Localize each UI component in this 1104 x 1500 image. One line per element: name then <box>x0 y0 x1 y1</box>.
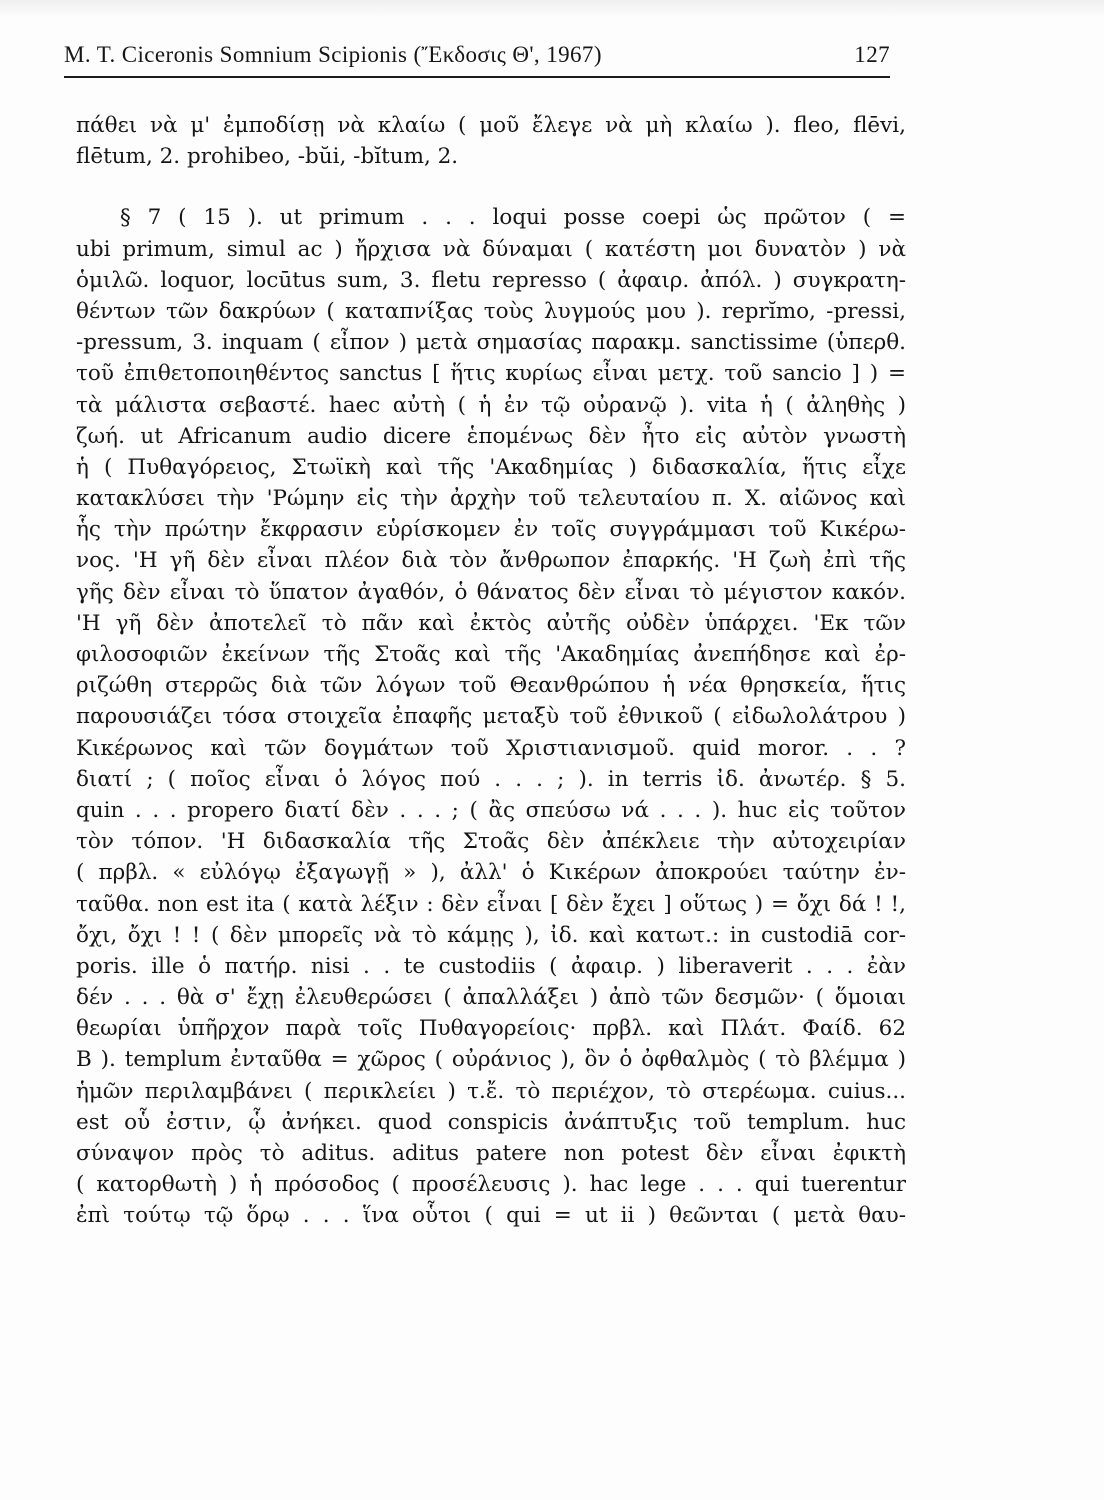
text-line: σύναψον πρὸς τὸ aditus. aditus patere non potest δὲν εἶναι ἐφικτὴ <box>76 1141 906 1166</box>
text-line: -pressum, 3. inquam ( εἶπον ) μετὰ σημασίας παρακμ. sanctissime (ὑπερθ. <box>76 330 906 356</box>
text-line: θεωρίαι ὑπῆρχον παρὰ τοῖς Πυθαγορείοις· πρβλ. καὶ Πλάτ. Φαίδ. 62 <box>76 1016 906 1042</box>
page-number: 127 <box>854 42 890 67</box>
text-line: ἐπὶ τούτῳ τῷ ὅρῳ . . . ἵνα οὗτοι ( qui = ut ii ) θεῶνται ( μετὰ θαυ- <box>76 1203 906 1229</box>
text-line: Β ). templum ἐνταῦθα = χῶρος ( οὐράνιος ), ὃν ὁ ὀφθαλμὸς ( τὸ βλέμμα ) <box>76 1047 906 1073</box>
text-line: ριζώθη στερρῶς διὰ τῶν λόγων τοῦ Θεανθρώπου ἡ νέα θρησκεία, ἥτις <box>76 673 906 699</box>
text-line: θέντων τῶν δακρύων ( καταπνίξας τοὺς λυγμούς μου ). reprĭmo, -pressi, <box>76 298 906 324</box>
text-line: διατί ; ( ποῖος εἶναι ὁ λόγος πού . . . ; ). in terris ἰδ. ἀνωτέρ. § 5. <box>76 766 906 792</box>
text-line: ubi primum, simul ac ) ἤρχισα νὰ δύναμαι ( κατέστη μοι δυνατὸν ) νὰ <box>76 236 906 262</box>
text-line: ἡ ( Πυθαγόρειος, Στωϊκὴ καὶ τῆς 'Ακαδημίας ) διδασκαλία, ἥτις εἶχε <box>76 454 906 480</box>
text-line: νος. 'Η γῆ δὲν εἶναι πλέον διὰ τὸν ἄνθρωπον ἐπαρκής. 'Η ζωὴ ἐπὶ τῆς <box>76 548 906 574</box>
running-title: M. T. Ciceronis Somnium Scipionis (Ἔκδοσις Θ', 1967) <box>64 42 602 67</box>
text-line: τὸν τόπον. 'Η διδασκαλία τῆς Στοᾶς δὲν ἀπέκλειε τὴν αὐτοχειρίαν <box>76 829 906 855</box>
text-line: φιλοσοφιῶν ἐκείνων τῆς Στοᾶς καὶ τῆς 'Ακαδημίας ἀνεπήδησε καὶ ἐρ- <box>76 642 906 667</box>
text-line: ζωή. ut Africanum audio dicere ἑπομένως δὲν ἦτο εἰς αὐτὸν γνωστὴ <box>76 423 906 449</box>
text-line: 'Η γῆ δὲν ἀποτελεῖ τὸ πᾶν καὶ ἐκτὸς αὐτῆς οὐδὲν ὑπάρχει. 'Εκ τῶν <box>76 610 906 636</box>
scan-top-edge <box>0 0 1104 18</box>
text-line: ( κατορθωτὴ ) ἡ πρόσοδος ( προσέλευσις ). hac lege . . . qui tuerentur <box>76 1172 906 1198</box>
text-line: poris. ille ὁ πατήρ. nisi . . te custodiis ( ἀφαιρ. ) liberaverit . . . ἐὰν <box>76 953 906 979</box>
text-line: παρουσιάζει τόσα στοιχεῖα ἐπαφῆς μεταξὺ τοῦ ἐθνικοῦ ( εἰδωλολάτρου ) <box>76 704 906 730</box>
text-line: ( πρβλ. « εὐλόγῳ ἐξαγωγῇ » ), ἀλλ' ὁ Κικέρων ἀποκρούει ταύτην ἐν- <box>76 860 906 886</box>
text-line: flētum, 2. prohibeo, -bŭi, -bĭtum, 2. <box>76 144 459 170</box>
running-header <box>64 42 890 76</box>
text-line: τοῦ ἐπιθετοποιηθέντος sanctus [ ἥτις κυρίως εἶναι μετχ. τοῦ sancio ] ) = <box>76 361 906 387</box>
section-heading-line: § 7 ( 15 ). ut primum . . . loqui posse coepi ὡς πρῶτον ( = <box>120 205 906 231</box>
text-line: δέν . . . θὰ σ' ἔχῃ ἐλευθερώσει ( ἀπαλλάξει ) ἀπὸ τῶν δεσμῶν· ( ὅμοιαι <box>76 985 906 1011</box>
text-line: κατακλύσει τὴν 'Ρώμην εἰς τὴν ἀρχὴν τοῦ τελευταίου π. Χ. αἰῶνος καὶ <box>76 486 906 512</box>
text-line: ὄχι, ὄχι ! ! ( δὲν μπορεῖς νὰ τὸ κάμῃς ), ἰδ. καὶ κατωτ.: in custodiā cor- <box>76 922 906 948</box>
text-line: ἧς τὴν πρώτην ἔκφρασιν εὑρίσκομεν ἐν τοῖς συγγράμμασι τοῦ Κικέρω- <box>76 517 906 543</box>
header-rule <box>64 76 890 78</box>
text-line: ταῦθα. non est ita ( κατὰ λέξιν : δὲν εἶναι [ δὲν ἔχει ] οὕτως ) = ὄχι δά ! !, <box>76 891 906 917</box>
text-line: est οὗ ἐστιν, ᾧ ἀνήκει. quod conspicis ἀνάπτυξις τοῦ templum. huc <box>76 1109 906 1135</box>
commentary-text <box>76 110 906 1232</box>
text-line: γῆς δὲν εἶναι τὸ ὕπατον ἀγαθόν, ὁ θάνατος δὲν εἶναι τὸ μέγιστον κακόν. <box>76 579 906 605</box>
text-line: quin . . . propero διατί δὲν . . . ; ( ἂς σπεύσω νά . . . ). huc εἰς τοῦτον <box>76 797 906 823</box>
text-line: πάθει νὰ μ' ἐμποδίσῃ νὰ κλαίω ( μοῦ ἔλεγε νὰ μὴ κλαίω ). fleo, flēvi, <box>76 113 906 138</box>
text-line: Κικέρωνος καὶ τῶν δογμάτων τοῦ Χριστιανισμοῦ. quid moror. . . ? <box>76 735 906 761</box>
text-line: τὰ μάλιστα σεβαστέ. haec αὐτὴ ( ἡ ἐν τῷ οὐρανῷ ). vita ἡ ( ἀληθὴς ) <box>76 392 906 418</box>
text-line: ὁμιλῶ. loquor, locūtus sum, 3. fletu represso ( ἀφαιρ. ἀπόλ. ) συγκρατη- <box>76 267 906 293</box>
text-line: ἡμῶν περιλαμβάνει ( περικλείει ) τ.ἔ. τὸ περιέχον, τὸ στερέωμα. cuius... <box>76 1078 906 1104</box>
